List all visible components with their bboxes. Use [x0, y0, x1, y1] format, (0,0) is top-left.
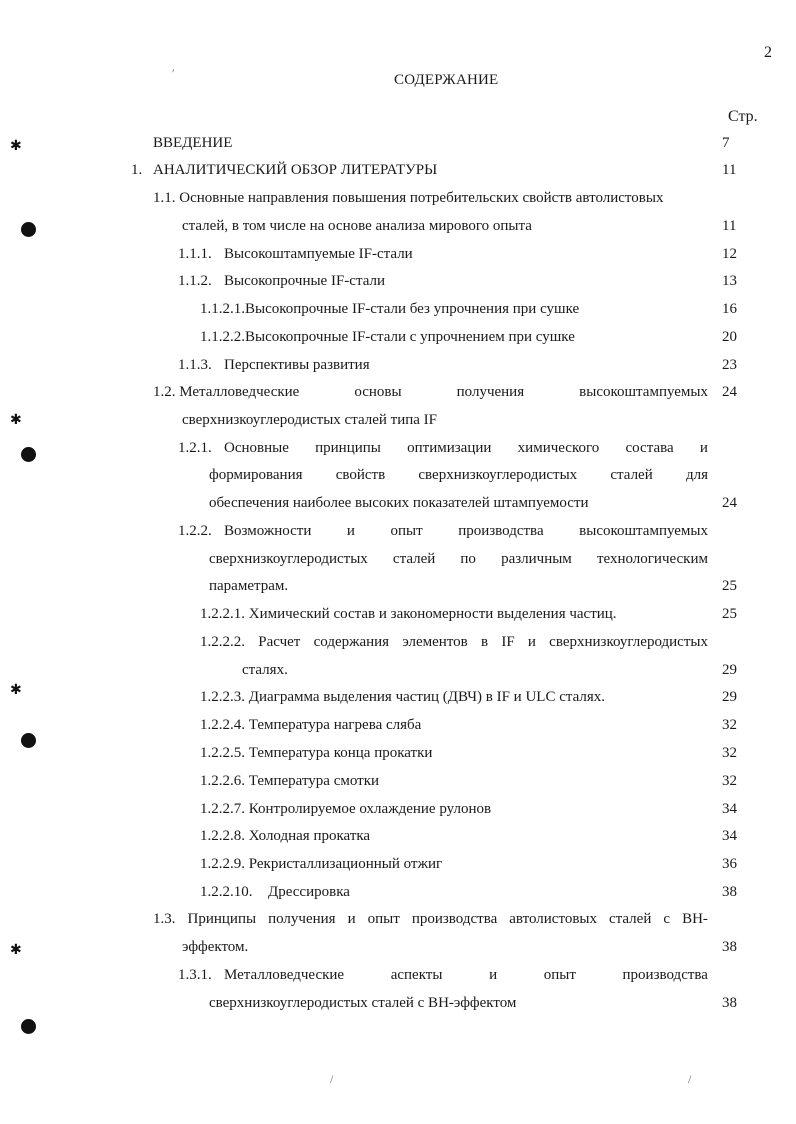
binding-hole-4 [21, 1019, 36, 1034]
toc-word: производства [458, 523, 544, 539]
toc-word: Принципы [187, 911, 257, 927]
toc-word: Металловедческие [224, 967, 345, 983]
scan-speck: ✱ [10, 683, 22, 698]
toc-page: 32 [722, 773, 737, 789]
toc-word: формирования [209, 467, 303, 483]
toc-word: в [481, 634, 489, 650]
toc-word: для [685, 467, 708, 483]
toc-number: 1.2.2.10. [200, 884, 253, 900]
toc-page: 32 [722, 717, 737, 733]
toc-label: 1.2.2.6. Температура смотки [200, 773, 380, 789]
toc-number: 1.1.3. [178, 357, 212, 373]
toc-number: 1.1.1. [178, 246, 212, 262]
toc-word: Расчет [258, 634, 301, 650]
toc-page: 20 [722, 329, 737, 345]
toc-word: содержания [313, 634, 390, 650]
toc-number: 1.3.1. [178, 967, 212, 983]
toc-label-line1 [224, 967, 708, 984]
toc-word: основы [354, 384, 402, 400]
toc-label-line2: сверхнизкоуглеродистых сталей типа IF [182, 412, 438, 428]
toc-page: 38 [722, 884, 737, 900]
toc-page: 29 [722, 662, 737, 678]
toc-word: высокоштампуемых [579, 523, 708, 539]
toc-label: АНАЛИТИЧЕСКИЙ ОБЗОР ЛИТЕРАТУРЫ [153, 162, 438, 178]
toc-word: производства [622, 967, 708, 983]
toc-word: опыт [367, 911, 400, 927]
binding-hole-1 [21, 222, 36, 237]
toc-page: 13 [722, 273, 737, 289]
toc-word: 1.2. Металловедческие [153, 384, 300, 400]
toc-word: сталей [609, 911, 652, 927]
toc-label: Перспективы развития [224, 357, 370, 373]
toc-word: аспекты [390, 967, 443, 983]
toc-label-line3: обеспечения наиболее высоких показателей штампуемости [209, 495, 589, 511]
toc-label: 1.2.2.4. Температура нагрева сляба [200, 717, 422, 733]
toc-word: и [347, 911, 356, 927]
toc-page: 34 [722, 828, 737, 844]
toc-page: 24 [722, 495, 737, 511]
binding-hole-3 [21, 733, 36, 748]
scan-mark: ′ [172, 66, 175, 80]
toc-label: 1.2.2.7. Контролируемое охлаждение рулонов [200, 801, 492, 817]
toc-number: 1.2.2. [178, 523, 212, 539]
toc-page: 32 [722, 745, 737, 761]
toc-label-line1 [153, 911, 708, 928]
toc-label: 1.1.2.2.Высокопрочные IF-стали с упрочнением при сушке [200, 329, 575, 345]
toc-label-line1 [224, 440, 708, 457]
toc-label-line1 [224, 523, 708, 540]
toc-page: 25 [722, 578, 737, 594]
toc-label-line2 [209, 467, 708, 484]
toc-page: 38 [722, 939, 737, 955]
toc-page: 16 [722, 301, 737, 317]
toc-label: 1.2.2.9. Рекристаллизационный отжиг [200, 856, 443, 872]
toc-word: автолистовых [509, 911, 597, 927]
toc-word: получения [456, 384, 525, 400]
toc-number: 1.1.2. [178, 273, 212, 289]
toc-word: Возможности [224, 523, 312, 539]
toc-page: 24 [722, 384, 737, 400]
toc-word: сталей [610, 467, 653, 483]
toc-word: химического [517, 440, 600, 456]
toc-word: различным [501, 551, 572, 567]
toc-page: 36 [722, 856, 737, 872]
toc-word: производства [411, 911, 498, 927]
page-title: СОДЕРЖАНИЕ [394, 72, 499, 88]
scan-speck: ✱ [10, 413, 22, 428]
toc-word: и [527, 634, 536, 650]
toc-word: технологическим [596, 551, 708, 567]
toc-label: Высокопрочные IF-стали [224, 273, 385, 289]
toc-label-line2: сталей, в том числе на основе анализа мирового опыта [182, 218, 532, 234]
toc-word: оптимизации [407, 440, 492, 456]
toc-word: высокоштампуемых [579, 384, 708, 400]
toc-word: опыт [390, 523, 423, 539]
toc-word: сверхнизкоуглеродистых [418, 467, 578, 483]
toc-label-line2: сверхнизкоуглеродистых сталей с ВН-эффектом [209, 995, 517, 1011]
toc-label-line1 [153, 384, 708, 401]
toc-page: 34 [722, 801, 737, 817]
toc-word: по [460, 551, 476, 567]
binding-hole-2 [21, 447, 36, 462]
toc-word: ВН- [682, 911, 708, 927]
toc-label: 1.2.2.3. Диаграмма выделения частиц (ДВЧ) в IF и ULC сталях. [200, 689, 606, 705]
toc-page: 25 [722, 606, 737, 622]
toc-word: 1.2.2.2. [200, 634, 245, 650]
toc-label-line1: 1.1. Основные направления повышения потребительских свойств автолистовых [153, 190, 664, 206]
toc-word: и [489, 967, 498, 983]
toc-label-line2 [209, 551, 708, 568]
page-column-header: Стр. [728, 108, 758, 125]
toc-word: свойств [335, 467, 386, 483]
toc-word: состава [625, 440, 674, 456]
scan-speck: ✱ [10, 139, 22, 154]
toc-number: 1.2.1. [178, 440, 212, 456]
toc-label-line2: эффектом. [182, 939, 249, 955]
toc-word: сталей [392, 551, 436, 567]
toc-page: 7 [722, 135, 730, 151]
toc-number: 1. [131, 162, 143, 178]
toc-page: 29 [722, 689, 737, 705]
toc-word: сверхнизкоуглеродистых [209, 551, 368, 567]
toc-word: и [699, 440, 708, 456]
toc-word: IF [501, 634, 515, 650]
toc-label-line1 [200, 634, 708, 651]
toc-label-line3: параметрам. [209, 578, 289, 594]
toc-word: сверхнизкоуглеродистых [549, 634, 708, 650]
toc-label: Дрессировка [268, 884, 350, 900]
scan-mark: / [688, 1072, 692, 1086]
toc-word: элементов [402, 634, 468, 650]
toc-word: принципы [315, 440, 381, 456]
toc-word: с [663, 911, 671, 927]
scan-speck: ✱ [10, 943, 22, 958]
toc-page: 38 [722, 995, 737, 1011]
scan-mark: / [330, 1072, 334, 1086]
toc-label: 1.2.2.1. Химический состав и закономерности выделения частиц. [200, 606, 617, 622]
toc-label: ВВЕДЕНИЕ [153, 135, 233, 151]
toc-word: Основные [224, 440, 289, 456]
toc-word: опыт [543, 967, 576, 983]
toc-page: 12 [722, 246, 737, 262]
toc-label: 1.2.2.5. Температура конца прокатки [200, 745, 433, 761]
toc-page: 11 [722, 218, 737, 234]
toc-page: 23 [722, 357, 737, 373]
page-number: 2 [764, 44, 772, 61]
toc-label: Высокоштампуемые IF-стали [224, 246, 413, 262]
toc-label: 1.1.2.1.Высокопрочные IF-стали без упрочнения при сушке [200, 301, 580, 317]
toc-word: и [346, 523, 355, 539]
toc-word: 1.3. [153, 911, 176, 927]
toc-label-line2: сталях. [242, 662, 288, 678]
toc-page: 11 [722, 162, 737, 178]
toc-label: 1.2.2.8. Холодная прокатка [200, 828, 371, 844]
toc-word: получения [268, 911, 336, 927]
